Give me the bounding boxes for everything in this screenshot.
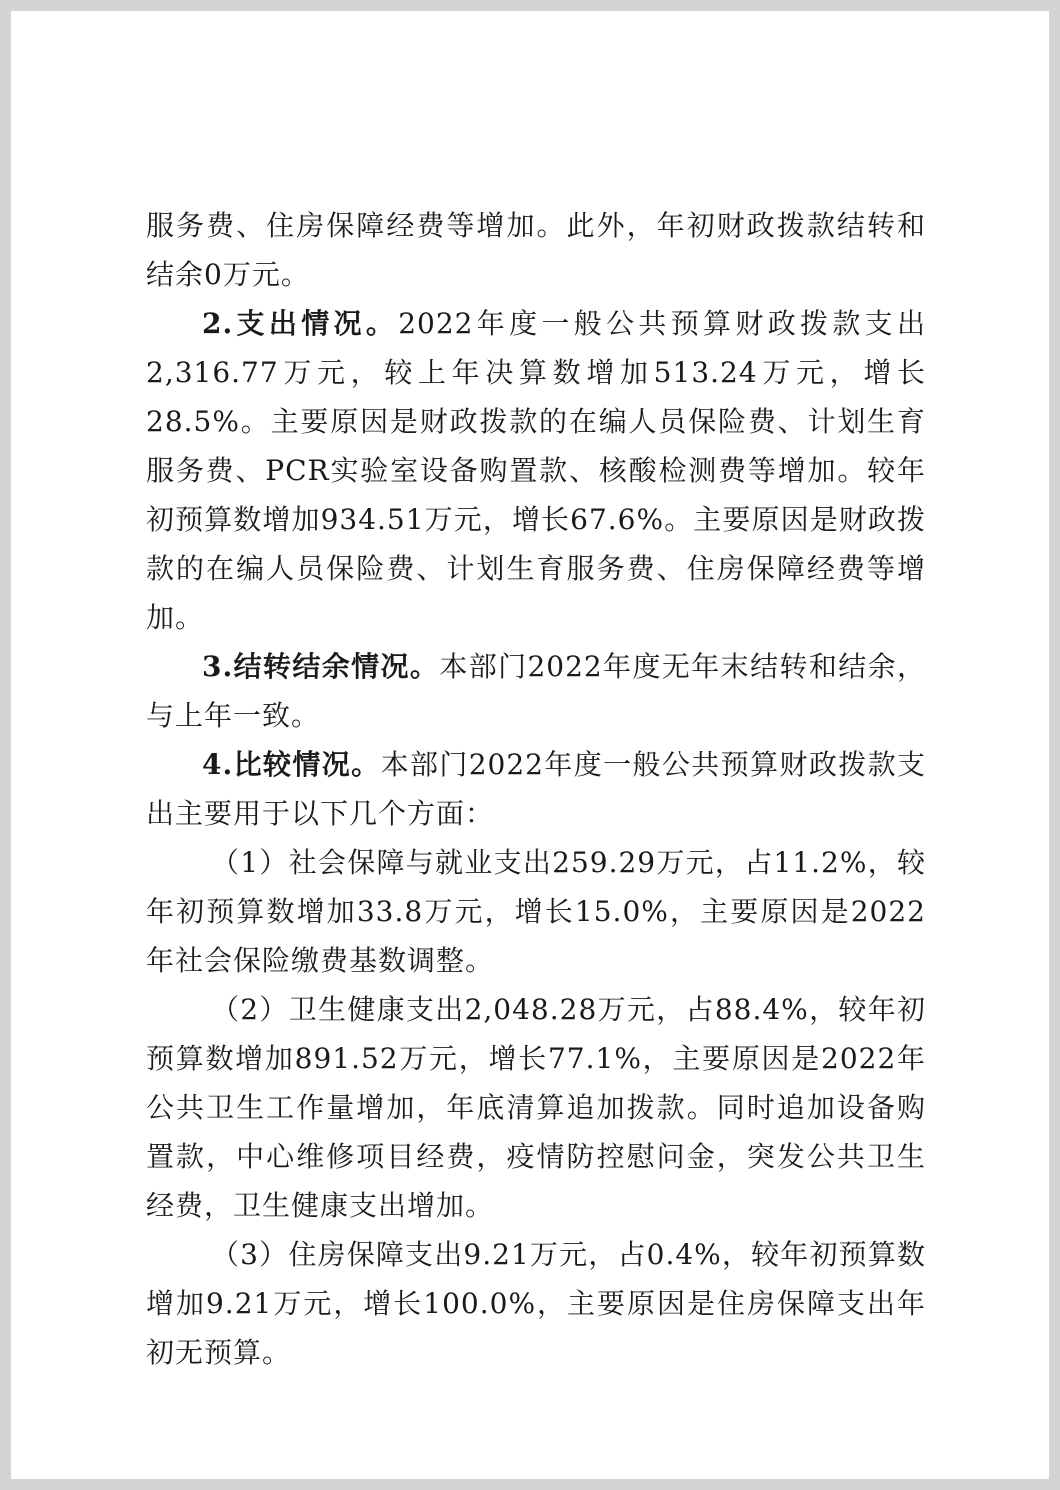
document-body	[146, 201, 926, 1377]
paragraph-text: 2022年度一般公共预算财政拨款支出2,316.77万元，较上年决算数增加513.24万元，增长28.5%。主要原因是财政拨款的在编人员保险费、计划生育服务费、PCR实验室设备购置款、核酸检测费等增加。较年初预算数增加934.51万元，增长67.6%。主要原因是财政拨款的在编人员保险费、计划生育服务费、住房保障经费等增加。	[146, 307, 926, 634]
paragraph-text: 本部门2022年度无年末结转和结余，与上年一致。	[146, 650, 926, 732]
paragraph-carryover	[146, 642, 926, 740]
paragraph-text: 服务费、住房保障经费等增加。此外，年初财政拨款结转和结余0万元。	[146, 209, 926, 291]
paragraph-item-health	[146, 985, 926, 1230]
paragraph-item-housing	[146, 1230, 926, 1377]
paragraph-text: （3）住房保障支出9.21万元，占0.4%，较年初预算数增加9.21万元，增长100.0%，主要原因是住房保障支出年初无预算。	[146, 1238, 926, 1369]
paragraph-heading: 4.比较情况。	[202, 748, 381, 781]
paragraph-item-social-security	[146, 838, 926, 985]
paragraph-text: （2）卫生健康支出2,048.28万元，占88.4%，较年初预算数增加891.52万元，增长77.1%，主要原因是2022年公共卫生工作量增加，年底清算追加拨款。同时追加设备购置款，中心维修项目经费，疫情防控慰问金，突发公共卫生经费，卫生健康支出增加。	[146, 993, 926, 1222]
paragraph-heading: 3.结转结余情况。	[202, 650, 440, 683]
paragraph-text: 本部门2022年度一般公共预算财政拨款支出主要用于以下几个方面：	[146, 748, 927, 830]
document-page	[11, 11, 1049, 1479]
paragraph-text: （1）社会保障与就业支出259.29万元，占11.2%，较年初预算数增加33.8万元，增长15.0%，主要原因是2022年社会保险缴费基数调整。	[146, 846, 926, 977]
paragraph-continuation	[146, 201, 926, 299]
paragraph-expenditure	[146, 299, 926, 642]
paragraph-comparison	[146, 740, 926, 838]
paragraph-heading: 2.支出情况。	[202, 307, 399, 340]
